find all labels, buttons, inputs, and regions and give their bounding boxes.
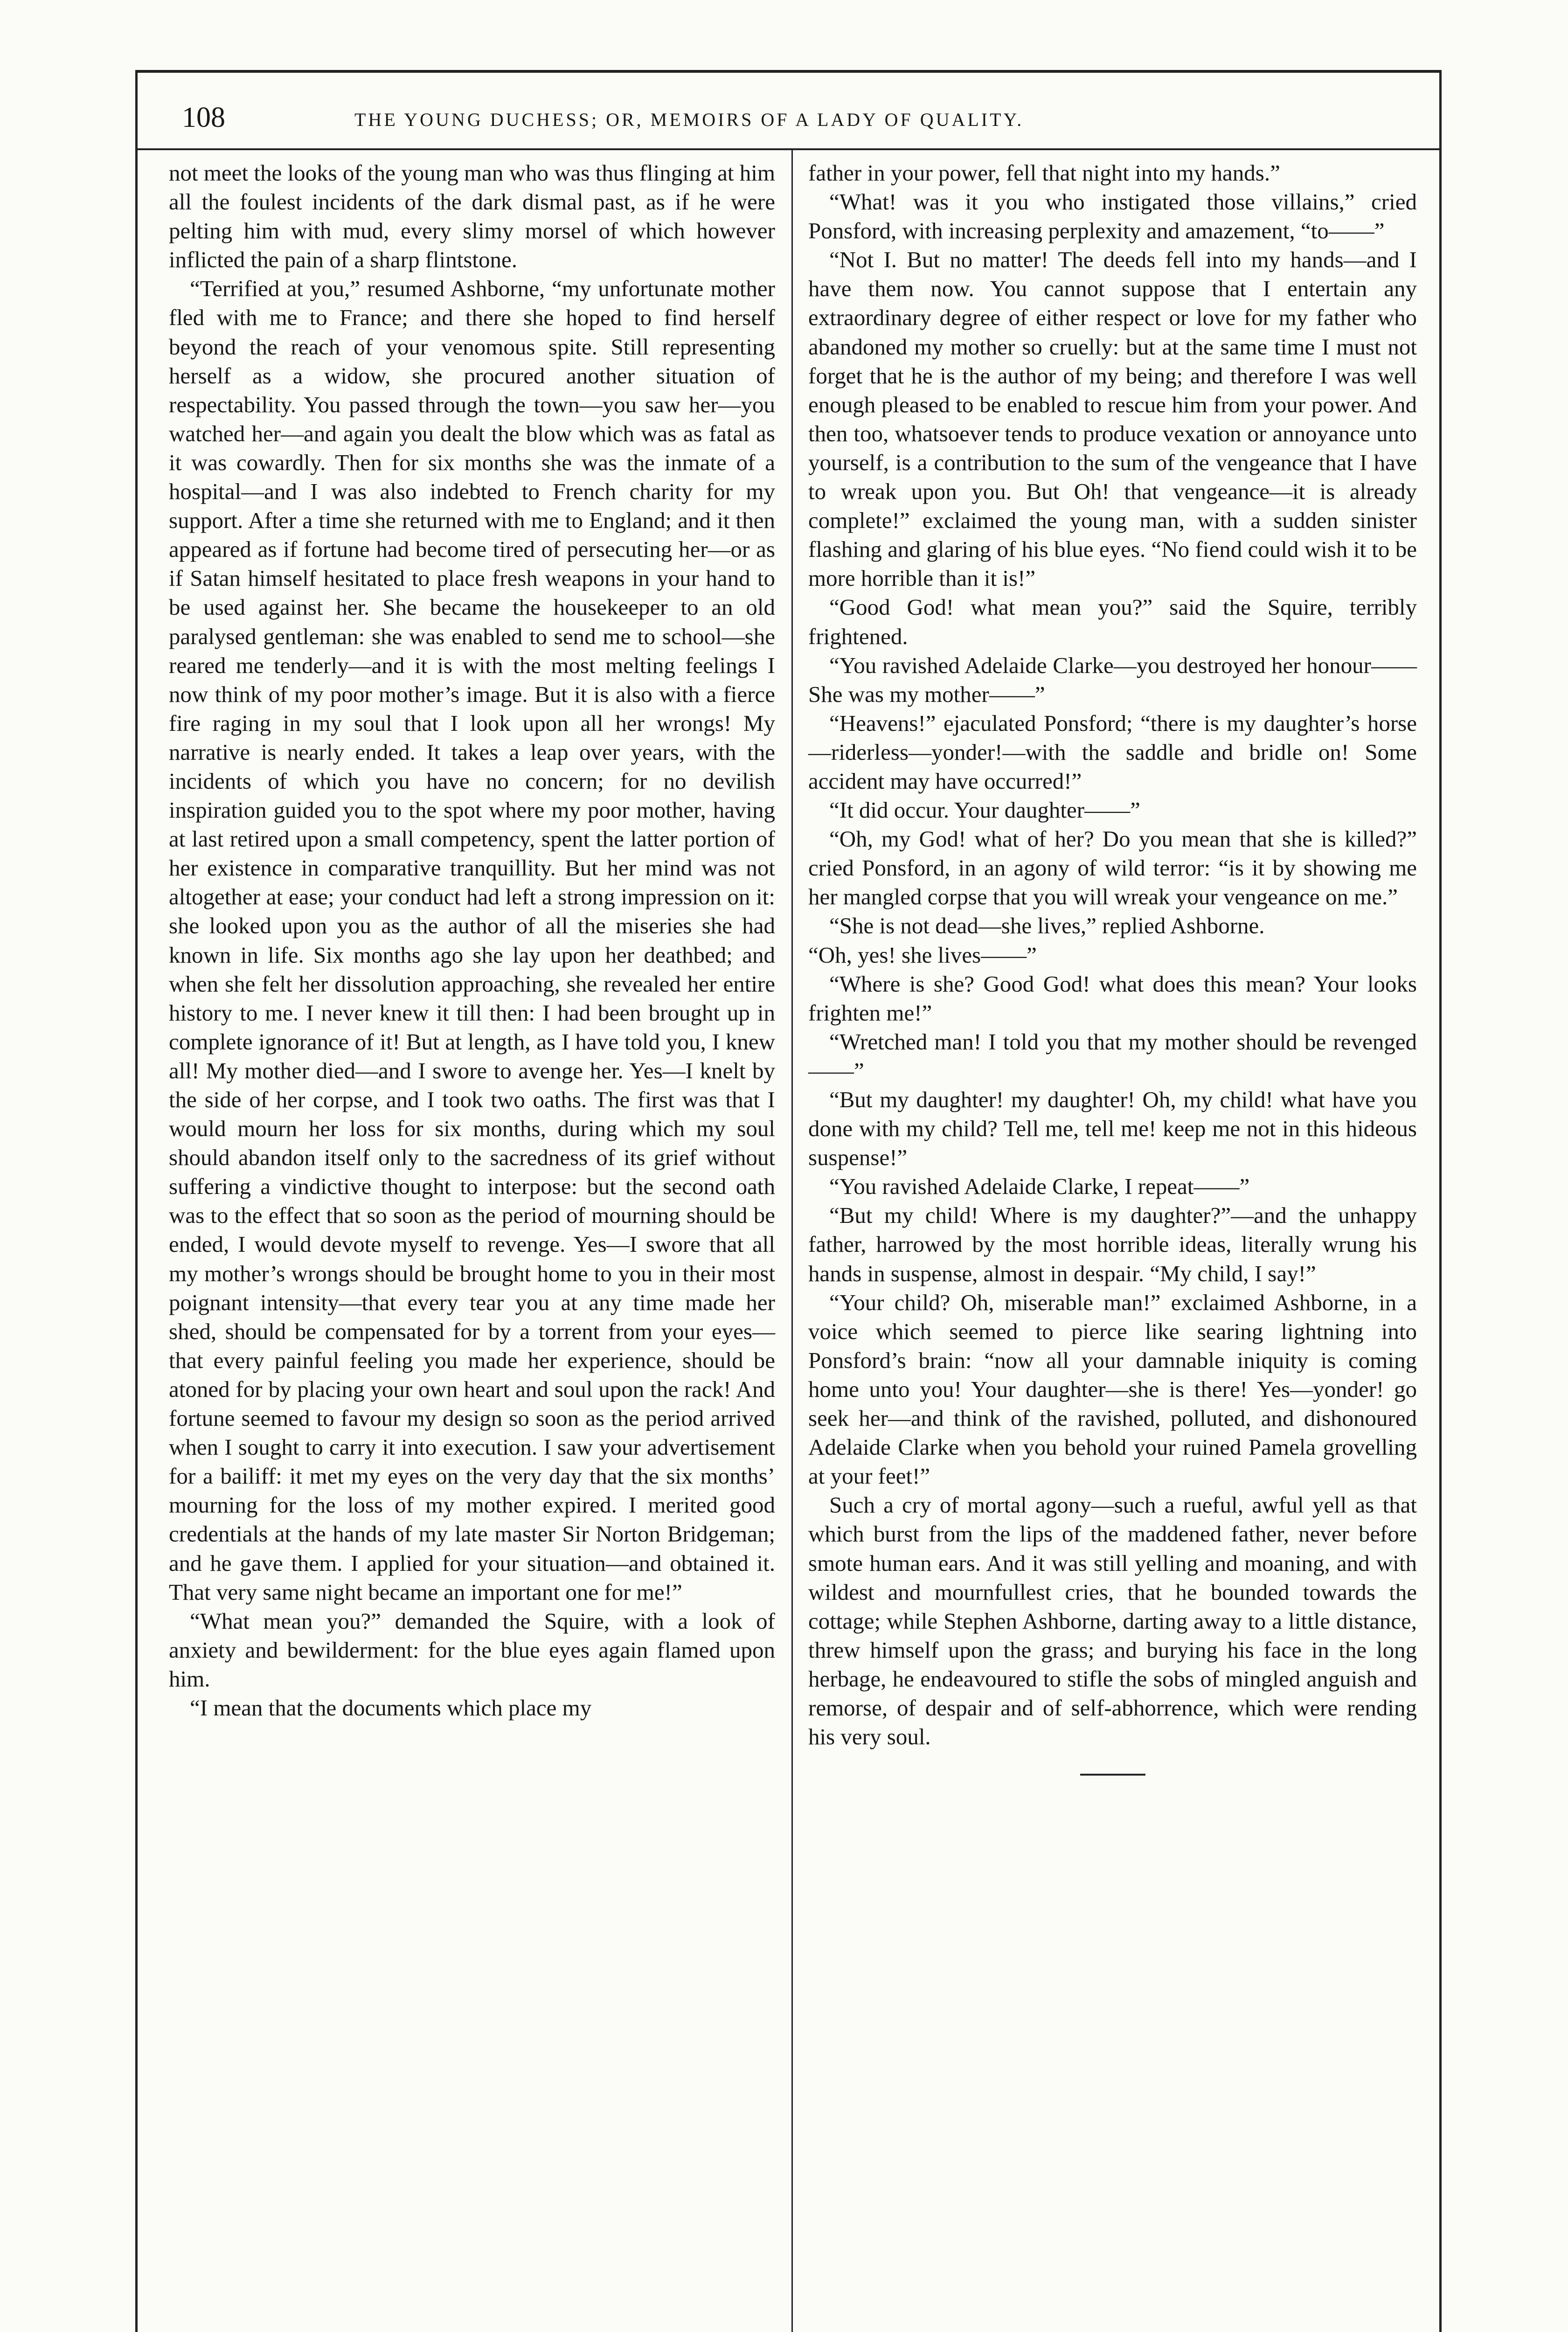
paragraph: “You ravished Adelaide Clarke—you destroyed her honour——She was my mother——” xyxy=(808,652,1417,707)
section-end-rule xyxy=(1080,1774,1145,1776)
paragraph: “Good God! what mean you?” said the Squire, terribly frightened. xyxy=(808,594,1417,649)
paragraph: “Oh, yes! she lives——” xyxy=(808,942,1037,968)
paragraph: “Wretched man! I told you that my mother should be revenged——” xyxy=(808,1028,1417,1083)
paragraph: Such a cry of mortal agony—such a rueful, awful yell as that which burst from the lips of the maddened father, never before smote human ears. And it was still yelling and moaning, and with wildest and mournfullest cries, that he bounded towards the cottage; while Stephen Ashborne, darting away to a little distance, threw himself upon the grass; and burying his face in the long herbage, he endeavoured to stifle the sobs of mingled anguish and remorse, of despair and of self-abhorrence, which were rending his very soul. xyxy=(808,1492,1417,1750)
paragraph: “I mean that the documents which place my xyxy=(190,1694,592,1721)
right-text-column xyxy=(808,159,1417,1776)
paragraph: “But my daughter! my daughter! Oh, my child! what have you done with my child? Tell me, tell me! keep me not in this hideous suspense!” xyxy=(808,1087,1417,1171)
left-text-column xyxy=(169,159,775,1722)
page-number: 108 xyxy=(182,102,225,133)
paragraph: “What! was it you who instigated those villains,” cried Ponsford, with increasing perplexity and amazement, “to——” xyxy=(808,189,1417,244)
paragraph: “She is not dead—she lives,” replied Ashborne. xyxy=(829,913,1265,939)
paragraph: “Where is she? Good God! what does this mean? Your looks frighten me!” xyxy=(808,971,1417,1026)
paragraph: “What mean you?” demanded the Squire, with a look of anxiety and bewilderment: for the blue eyes again flamed upon him. xyxy=(169,1608,775,1692)
paragraph: “Terrified at you,” resumed Ashborne, “my unfortunate mother fled with me to France; and there she hoped to find herself beyond the reach of your venomous spite. Still representing herself as a widow, she procured another situation of respectability. You passed through the town—you saw her—you watched her—and again you dealt the blow which was as fatal as it was cowardly. Then for six months she was the inmate of a hospital—and I was also indebted to French charity for my support. After a time she returned with me to England; and it then appeared as if fortune had become tired of persecuting her—or as if Satan himself hesitated to place fresh weapons in your hand to be used against her. She became the housekeeper to an old paralysed gentleman: she was enabled to send me to school—she reared me tenderly—and it is with the most melting feelings I now think of my poor mother’s image. But it is also with a fierce fire raging in my soul that I look upon all her wrongs! My narrative is nearly ended. It takes a leap over years, with the incidents of which you have no concern; for no devilish inspiration guided you to the spot where my poor mother, having at last retired upon a small competency, spent the latter portion of her existence in comparative tranquillity. But her mind was not altogether at ease; your conduct had left a strong impression on it: she looked upon you as the author of all the miseries she had known in life. Six months ago she lay upon her deathbed; and when she felt her dissolution approaching, she revealed her entire history to me. I never knew it till then: I had been brought up in complete ignorance of it! But at length, as I have told you, I knew all! My mother died—and I swore to avenge her. Yes—I knelt by the side of her corpse, and I took two oaths. The first was that I would mourn her loss for six months, during which my soul should abandon itself only to the sacredness of its grief without suffering a vindictive thought to interpose: but the second oath was to the effect that so soon as the period of mourning should be ended, I would devote myself to revenge. Yes—I swore that all my mother’s wrongs should be brought home to you in their most poignant intensity—that every tear you at any time made her shed, should be compensated for by a torrent from your eyes—that every painful feeling you made her experience, should be atoned for by placing your own heart and soul upon the rack! And fortune seemed to favour my design so soon as the period arrived when I sought to carry it into execution. I saw your advertisement for a bailiff: it met my eyes on the very day that the six months’ mourning for the loss of my mother expired. I merited good credentials at the hands of my late master Sir Norton Bridgeman; and he gave them. I applied for your situation—and obtained it. That very same night became an important one for me!” xyxy=(169,276,775,1605)
paragraph: “Oh, my God! what of her? Do you mean that she is killed?” cried Ponsford, in an agony of wild terror: “is it by showing me her mangled corpse that you will wreak your vengeance on me.” xyxy=(808,826,1417,910)
header-divider-rule xyxy=(135,148,1441,150)
paragraph: “But my child! Where is my daughter?”—and the unhappy father, harrowed by the most horrible ideas, literally wrung his hands in suspense, almost in despair. “My child, I say!” xyxy=(808,1202,1417,1286)
left-border-rule xyxy=(135,70,138,2332)
column-divider-rule xyxy=(791,150,793,2332)
paragraph: “You ravished Adelaide Clarke, I repeat——” xyxy=(829,1173,1250,1200)
paragraph: “Heavens!” ejaculated Ponsford; “there is my daughter’s horse—riderless—yonder!—with the saddle and bridle on! Some accident may have occurred!” xyxy=(808,710,1417,794)
right-border-rule xyxy=(1439,70,1442,2332)
page-header xyxy=(135,96,1441,147)
paragraph: father in your power, fell that night into my hands.” xyxy=(808,160,1280,186)
paragraph: not meet the looks of the young man who was thus flinging at him all the foulest incidents of the dark dismal past, as if he were pelting him with mud, every slimy morsel of which however inflicted the pain of a sharp flintstone. xyxy=(169,160,775,273)
top-border-rule xyxy=(135,70,1441,73)
running-title: THE YOUNG DUCHESS; OR, MEMOIRS OF A LADY OF QUALITY. xyxy=(354,109,1024,130)
paragraph: “Not I. But no matter! The deeds fell into my hands—and I have them now. You cannot suppose that I entertain any extraordinary degree of either respect or love for my father who abandoned my mother so cruelly: but at the same time I must not forget that he is the author of my being; and therefore I was well enough pleased to be enabled to rescue him from your power. And then too, whatsoever tends to produce vexation or annoyance unto yourself, is a contribution to the sum of the vengeance that I have to wreak upon you. But Oh! that vengeance—it is already complete!” exclaimed the young man, with a sudden sinister flashing and glaring of his blue eyes. “No fiend could wish it to be more horrible than it is!” xyxy=(808,247,1417,591)
paragraph: “Your child? Oh, miserable man!” exclaimed Ashborne, in a voice which seemed to pierce like searing lightning into Ponsford’s brain: “now all your damnable iniquity is coming home unto you! Your daughter—she is there! Yes—yonder! go seek her—and think of the ravished, polluted, and dishonoured Adelaide Clarke when you behold your ruined Pamela grovelling at your feet!” xyxy=(808,1289,1417,1489)
paragraph: “It did occur. Your daughter——” xyxy=(829,797,1140,823)
